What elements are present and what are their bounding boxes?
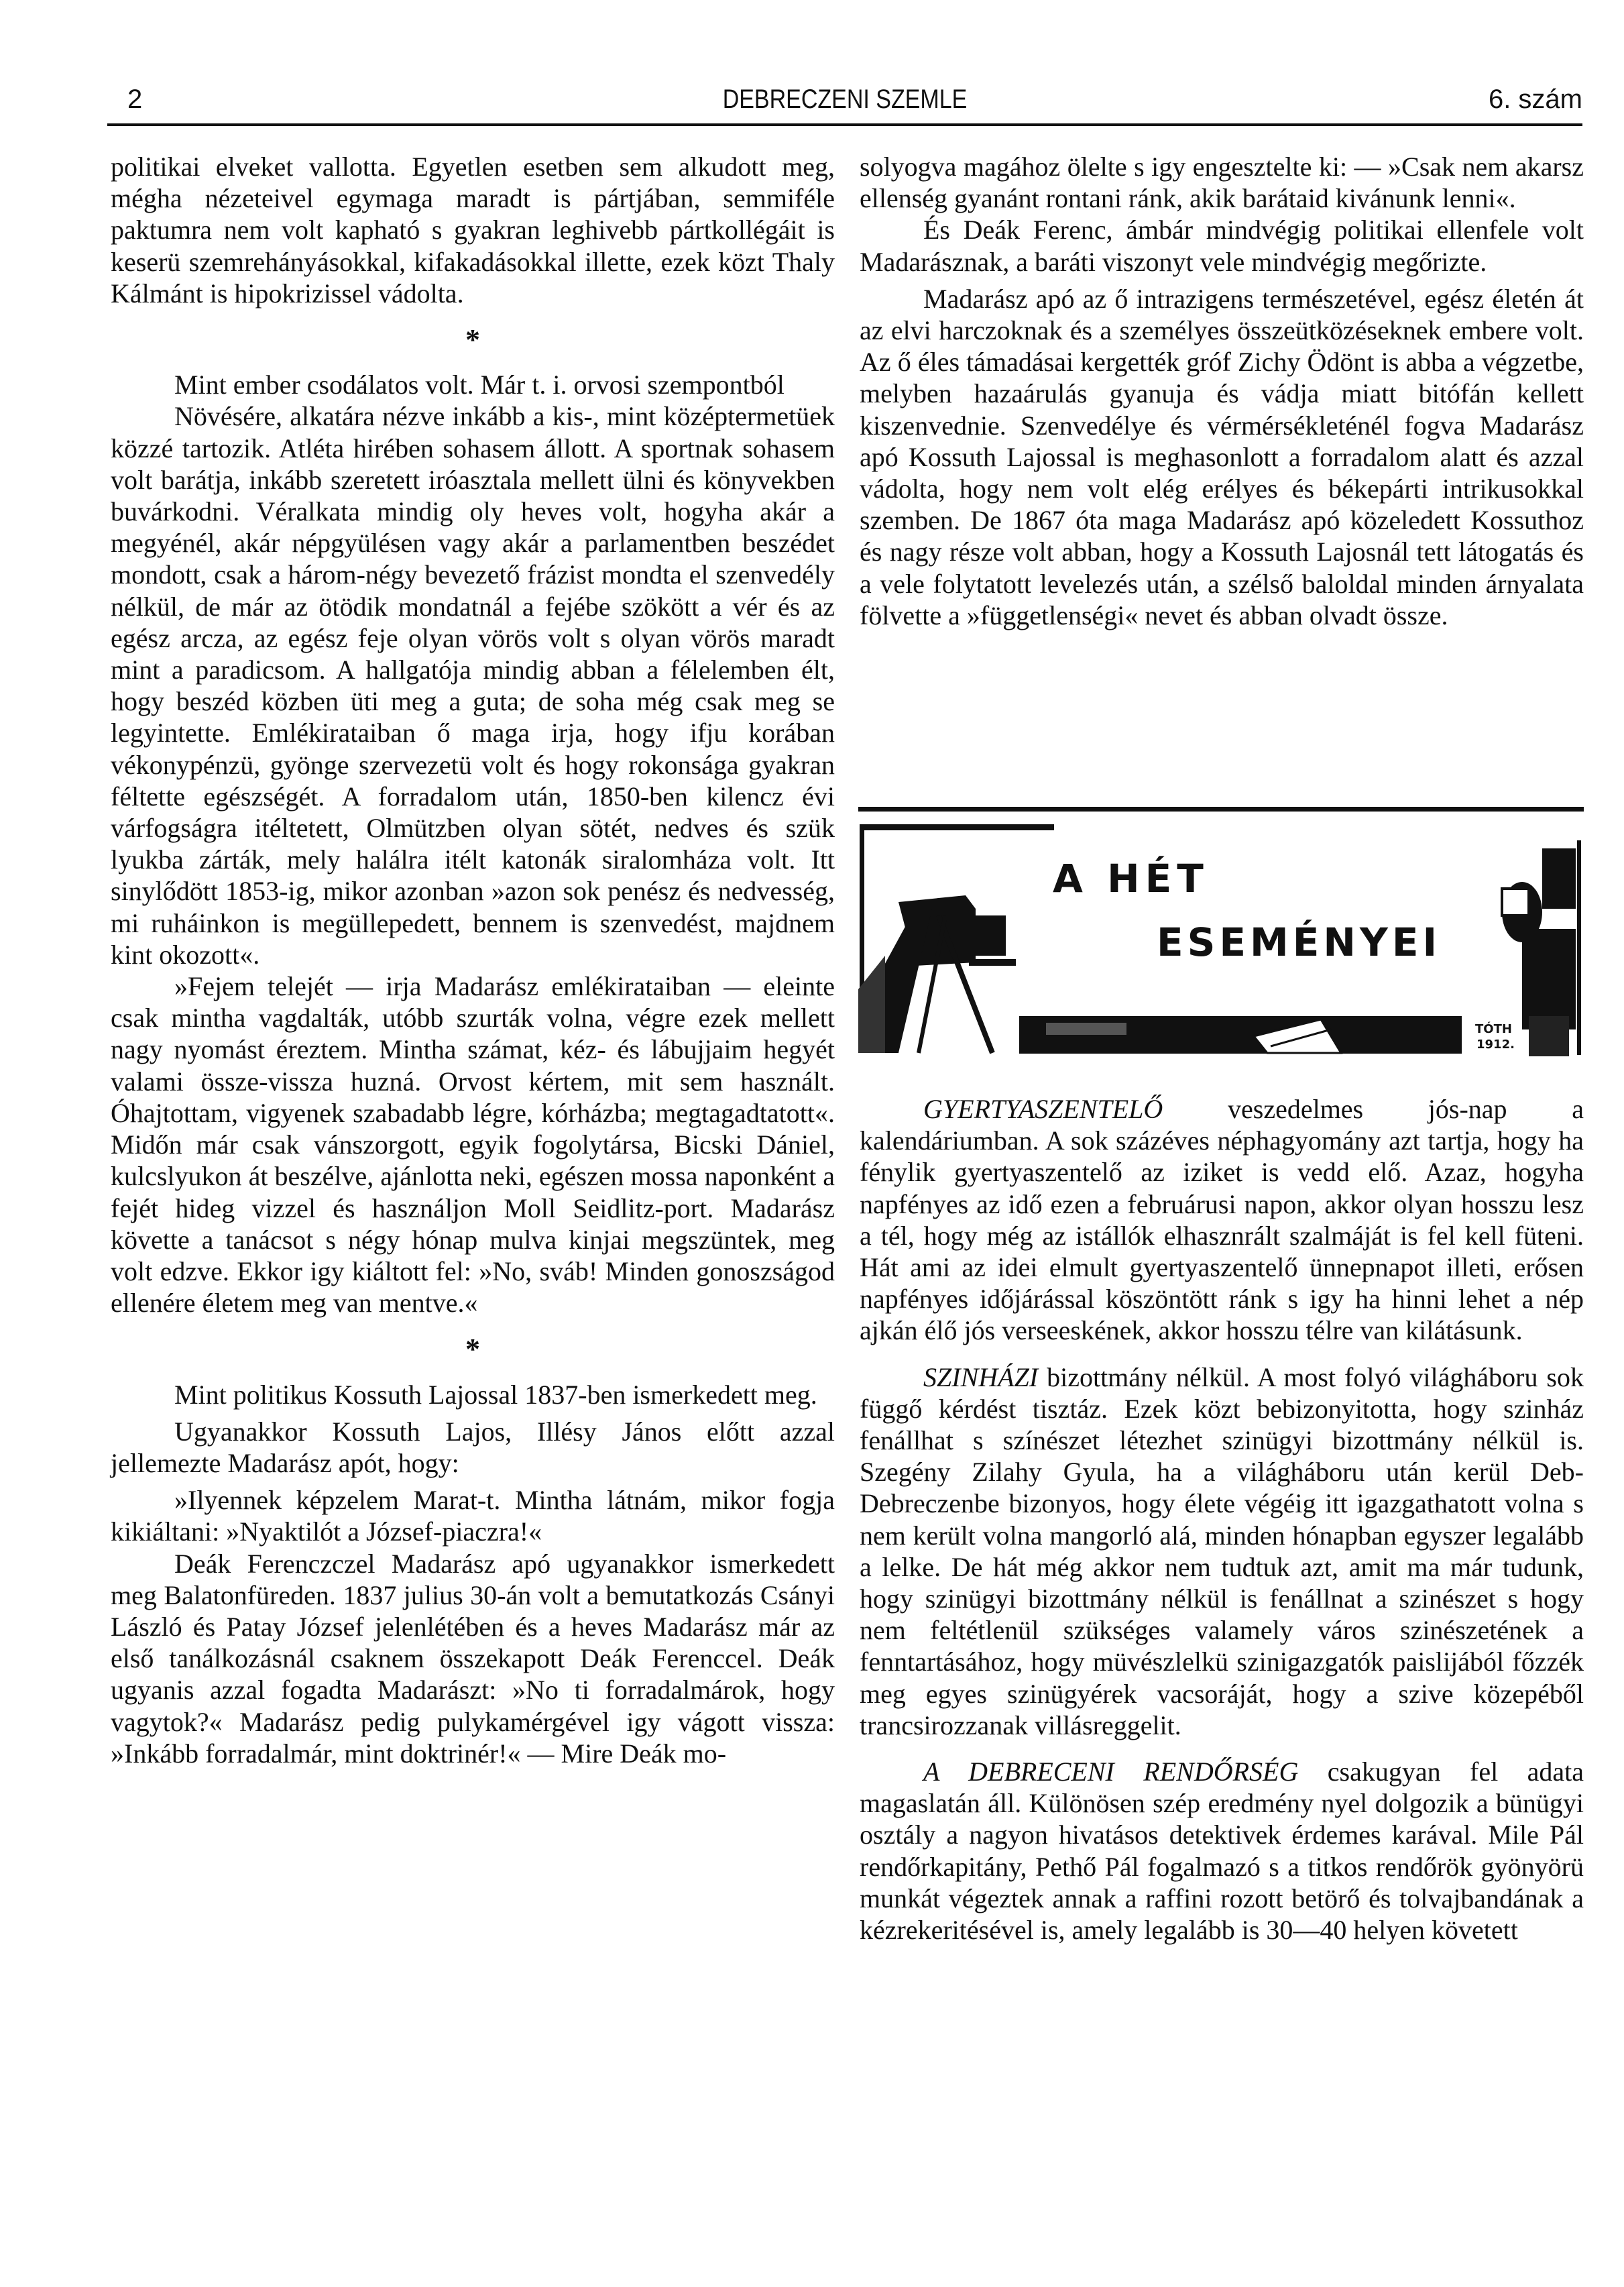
page-number: 2 bbox=[127, 85, 143, 114]
news-item bbox=[860, 1093, 1584, 1347]
page-header bbox=[107, 79, 1582, 126]
a-het-esemenyei-vignette bbox=[858, 822, 1584, 1056]
news-item bbox=[860, 1361, 1584, 1741]
paragraph: Ugyanakkor Kossuth Lajos, Illésy János előtt azzal jellemezte Madarász apót, hogy: bbox=[111, 1416, 835, 1478]
issue-number: 6. szám bbox=[1488, 85, 1582, 114]
vignette-title-line2: ESEMÉNYEI bbox=[1157, 919, 1442, 965]
paragraph: politikai elveket vallotta. Egyetlen esetben sem alkudott meg, mégha nézeteivel egymaga maradt is pártjában, semmiféle paktumra nem volt kapható s gyakran leghivebb pártkollégáit is keserü szemrehányásokkal, kifakadásokkal illette, ezek közt Thaly Kálmánt is hipokrizissel vádolta. bbox=[111, 152, 835, 309]
right-column-news bbox=[860, 1093, 1584, 1946]
paragraph: solyogva magához ölelte s igy engesztelte ki: — »Csak nem akarsz ellenség gyanánt rontani ránk, akik barátaid kivánunk lenni«. bbox=[860, 152, 1584, 214]
news-lead: SZINHÁZI bbox=[923, 1361, 1039, 1392]
camera-icon bbox=[858, 895, 1016, 1053]
news-text: csakugyan fel adata magaslatán áll. Különösen szép eredmény nyel dolgozik a bünügyi osztály a nagyon hivatásos detektivek érdemes karával. Mile Pál rendőrkapitány, Pethő Pál fogalmazó s a titkos rendőrök gyönyörü munkát végeztek annak a raffini rozott betörő és tolvajbandának a kézrekeritésével is, amely legalább is 30—40 helyen követett bbox=[860, 1756, 1584, 1946]
section-separator: * bbox=[465, 323, 480, 357]
paragraph: Mint ember csodálatos volt. Már t. i. orvosi szempontból bbox=[174, 370, 785, 400]
left-column bbox=[111, 151, 835, 1769]
news-lead: GYERTYASZENTELŐ bbox=[923, 1094, 1163, 1124]
vignette-illustration bbox=[858, 822, 1584, 1056]
news-text: veszedelmes jós-nap a kalendáriumban. A sok százéves néphagyomány azt tartja, hogy ha fénylik gyertyaszentelő az iziket is vedd elő. Azaz, hogyha napfényes az idő ezen a februárusi napon, akkor olyan hosszu lesz a tél, hogy még az istállók elhasznrált szalmáját is fel kell füteni. Hát ami az idei elmult gyertyaszentelő ünnepnapot illeti, erősen napfényes időjárással köszöntött ránk s igy ha hinni lehet a nép ajkán élő jós verseeskének, akkor hosszu télre van kilátásunk. bbox=[860, 1094, 1584, 1346]
news-lead: A DEBRECENI RENDŐRSÉG bbox=[923, 1756, 1299, 1787]
artist-signature: TÓTH bbox=[1475, 1022, 1512, 1036]
photographer-figure-icon bbox=[1502, 848, 1576, 1056]
news-text: bizottmány nélkül. A most folyó világháboru sok függő kérdést tisztáz. Ezek közt bebizonyitotta, hogy szinház fenállhat s színészet létezhet szinügyi bizottmány nélkül is. Szegény Zilahy Gyula, ha a világháboru után kerül Deb-Debreczenbe bizonyos, hogy élete végéig itt igazgathatott volna s nem került volna mangorló alá, minden hónapban egyszer legalább a lelke. De hát még akkor nem tudtuk azt, amit ma már tudunk, hogy szinügyi bizottmány nélkül is fenállnat a szinészet s hogy nem feltétlenül szükséges valamely város szinészetének a fenntartásához, hogy müvészlelkü szinigazgatók paislijából főzzék meg egyes szinügyérek vacsoráját, hogy a szive közepéből trancsirozzanak villásreggelit. bbox=[860, 1361, 1584, 1740]
paragraph: És Deák Ferenc, ámbár mindvégig politikai ellenfele volt Madarásznak, a baráti viszonyt vele mindvégig megőrizte. bbox=[860, 215, 1584, 277]
news-item bbox=[860, 1756, 1584, 1946]
paragraph: Deák Ferenczczel Madarász apó ugyanakkor ismerkedett meg Balatonfüreden. 1837 julius 30-án volt a bemutatkozás Csányi László és Patay József jelenlétében és a heves Madarász már az első tanálkozásnál csaknem összekapott Deák Ferenccel. Deák ugyanis azzal fogadta Madarászt: »No ti forradalmárok, hogy vagytok?« Madarász pedig pulykamérgével igy vágott vissza: »Inkább forradalmár, mint doktrinér!« — Mire Deák mo- bbox=[111, 1548, 835, 1769]
artist-signature-year: 1912. bbox=[1476, 1038, 1515, 1052]
paragraph: »Ilyennek képzelem Marat-t. Mintha látnám, mikor fogja kikiáltani: »Nyaktilót a József-piaczra!« bbox=[111, 1485, 835, 1547]
paragraph: Madarász apó az ő intrazigens természetével, egész életén át az elvi harczoknak és a személyes összeütközéseknek embere volt. Az ő éles támadásai kergették gróf Zichy Ödönt is abba a végzetbe, melyben hazaárulás gyanuja és vádja miatt bitófán kellett kiszenvednie. Szenvedélye és vérmérsékleténél fogva Madarász apó Kossuth Lajossal is meghasonlott a forradalom alatt és azzal vádolta, hogy nem volt elég erélyes és békepárti intrikusokkal szemben. De 1867 óta maga Madarász apó közeledett Kossuthoz és nagy része volt abban, hogy a Kossuth Lajosnál tett látogatás és a vele folytatott levelezés után, a szélső baloldal minden árnyalata fölvette a »függetlenségi« nevet és abban olvadt össze. bbox=[860, 283, 1584, 630]
paragraph: »Fejem telejét — irja Madarász emlékirataiban — eleinte csak mintha vagdalták, utóbb szurták volna, végre ezek mellett nagy nyomást éreztem. Mintha számat, kéz- és lábujjaim hegyét valami össze-vissza huzná. Orvost kértem, mit sem használt. Óhajtottam, vigyenek szabadabb légre, kórházba; megtagadtatott«. Midőn már csak vánszorgott, egyik fogolytársa, Bicski Dániel, kulcslyukon át beszélve, ajánlotta neki, egészen mossa naponként a fejét hideg vizzel és használjon Moll Seidlitz-port. Madarász követte a tanácsot s négy hónap mulva kinjai megszüntek, meg volt edzve. Ekkor igy kiáltott fel: »No, sváb! Minden gonoszságod ellenére életem meg van mentve.« bbox=[111, 971, 835, 1319]
vignette-title-line1: A HÉT bbox=[1053, 856, 1209, 901]
paragraph: Mint politikus Kossuth Lajossal 1837-ben ismerkedett meg. bbox=[174, 1379, 817, 1410]
publication-title: DEBRECZENI SZEMLE bbox=[722, 85, 968, 114]
section-rule bbox=[858, 807, 1584, 812]
section-separator: * bbox=[465, 1333, 480, 1366]
header-rule bbox=[107, 123, 1582, 126]
paragraph: Növésére, alkatára nézve inkább a kis-, mint középtermetüek közzé tartozik. Atléta hirében sohasem állott. A sportnak sohasem volt barátja, inkább szeretett iróasztala mellett ülni és könyvekben buvárkodni. Véralkata mindig oly heves volt, hogyha akár a megyénél, akár népgyülésen vagy akár a parlamentben beszédet mondott, csak a három-négy bevezető frázist mondta el szenvedély nélkül, de már az ötödik mondatnál a fejébe szökött a vér és az egész arcza, az egész feje olyan vörös volt s olyan vörös maradt mint a paradicsom. A hallgatója mindig abban a félelemben élt, hogy beszéd közben üti meg a guta; de soha még csak meg se legyintette. Emlékirataiban ő maga irja, hogy ifju korában vékonypénzü, gyönge szervezetü volt és hogy rokonsága gyakran féltette egészségét. A forradalom után, 1850-ben kilencz évi várfogságra itéltetett, Olmützben olyan sötét, nedves és szük lyukba zárták, mely halálra itélt katonák siralomháza volt. Itt sinylődött 1853-ig, mikor azonban »azon sok penész és nedvesség, mi ruháinkon is megüllepedett, bennem is szenvedést, majdnem kint okozott«. bbox=[111, 401, 835, 970]
right-column-top bbox=[860, 151, 1584, 631]
